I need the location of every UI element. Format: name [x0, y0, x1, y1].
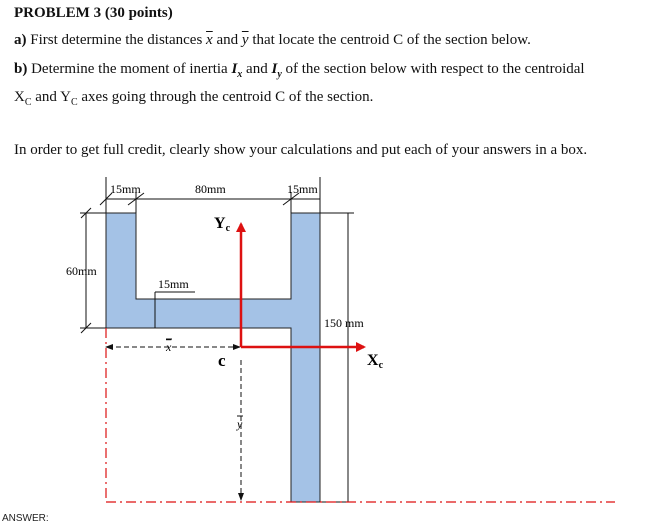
part-b-yc-sub: C [70, 97, 78, 108]
part-b-text-2: of the section below with respect to the centroidal [281, 61, 585, 77]
dim-left-width: 15mm [110, 182, 141, 196]
part-b-line2-text: axes going through the centroid C of the section. [77, 89, 374, 105]
instructions: In order to get full credit, clearly show your calculations and put each of your answers in a box. [14, 142, 588, 158]
part-b-line2-and: and [31, 89, 61, 105]
part-a-ybar: $\overline{y}$ [241, 32, 249, 48]
yc-axis-label-main: Y [214, 215, 226, 232]
part-a-and: and [212, 32, 242, 48]
part-b-iy: I [271, 61, 278, 77]
part-b-iy-sub: y [277, 69, 282, 80]
answer-label: ANSWER: [2, 513, 49, 524]
part-b-xc: X [14, 89, 25, 105]
dim-middle-width: 80mm [195, 182, 226, 196]
xc-axis-label-sub: c [378, 360, 384, 371]
part-a-text-1: First determine the distances [30, 32, 207, 48]
dim-web-thickness: 15mm [158, 277, 189, 291]
part-b-and: and [242, 61, 272, 77]
dim-total-height: 150 mm [324, 316, 364, 330]
section-shape [106, 213, 320, 502]
part-a-text-2: that locate the centroid C of the section below. [248, 32, 531, 48]
yc-axis-label [214, 215, 231, 234]
problem-title: PROBLEM 3 (30 points) [14, 5, 173, 21]
part-b-ix-sub: x [237, 69, 243, 80]
part-b-label: b) [14, 61, 28, 77]
xc-axis-label [367, 352, 384, 371]
part-b-ix: I [231, 61, 238, 77]
xbar-label: x [166, 340, 172, 354]
yc-axis-label-sub: c [225, 223, 231, 234]
dim-left-height: 60mm [66, 264, 97, 278]
xc-axis-label-main: X [367, 352, 379, 369]
part-b-yc: Y [60, 89, 71, 105]
part-b-text-1: Determine the moment of inertia [31, 61, 232, 77]
part-b-xc-sub: C [24, 97, 32, 108]
centroid-label: c [218, 351, 226, 370]
part-a-label: a) [14, 32, 27, 48]
part-a-xbar: $\overline{x}$ [206, 32, 213, 48]
ybar-label: y [237, 417, 243, 431]
dim-right-width: 15mm [287, 182, 318, 196]
